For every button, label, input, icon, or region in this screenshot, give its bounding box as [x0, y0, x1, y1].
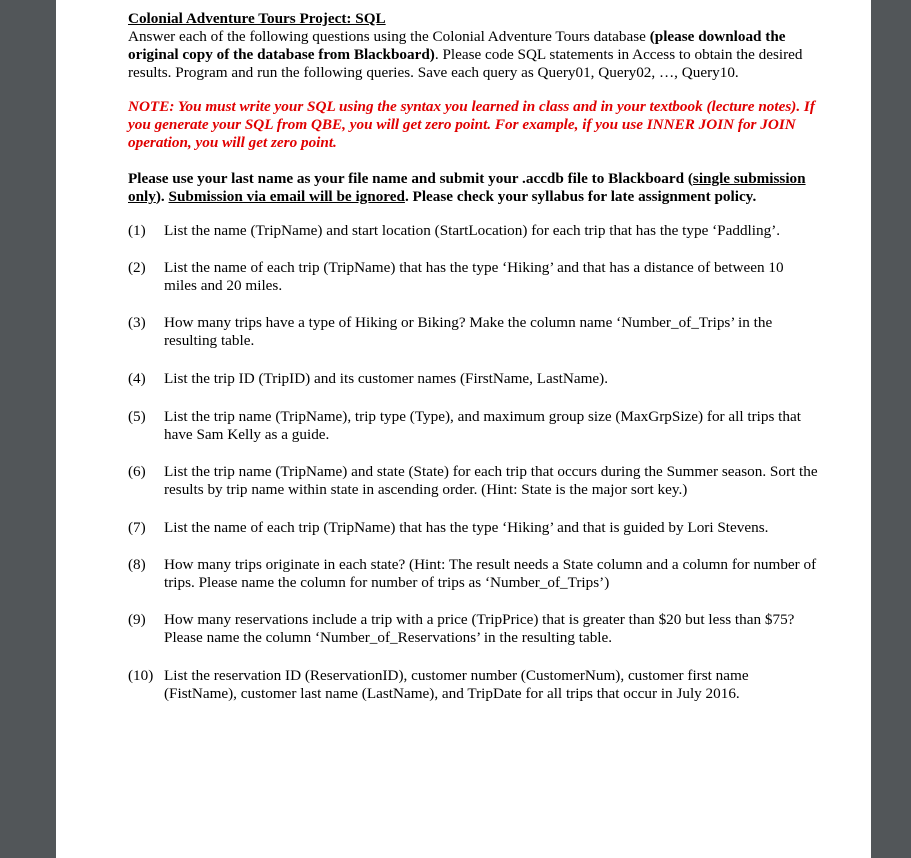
- question-number: (10): [128, 667, 154, 684]
- question-text: List the reservation ID (ReservationID), customer number (CustomerNum), customer first name (FistName), customer last name (LastName), and TripDate for all trips that occur in July 2016.: [164, 667, 749, 702]
- document-page: [56, 0, 871, 858]
- question-item: [128, 556, 818, 592]
- question-item: [128, 222, 818, 240]
- question-number: (1): [128, 222, 146, 239]
- question-list: [128, 222, 818, 703]
- page-content: [128, 10, 818, 703]
- submission-text-3: . Please check your syllabus for late assignment policy.: [404, 188, 757, 205]
- question-item: [128, 370, 818, 388]
- submission-underline-email: Submission via email will be ignored: [168, 188, 405, 205]
- question-text: List the trip name (TripName), trip type (Type), and maximum group size (MaxGrpSize) for all trips that have Sam Kelly as a guide.: [164, 408, 801, 443]
- submission-text: Please use your last name as your file name and submit your .accdb file to Blackboard (: [128, 170, 693, 187]
- question-number: (6): [128, 463, 146, 480]
- note-warning: NOTE: You must write your SQL using the syntax you learned in class and in your textbook (lecture notes). If you generate your SQL from QBE, you will get zero point. For example, if you use INNER JOIN for JOIN operation, you will get zero point.: [128, 98, 815, 151]
- question-item: [128, 408, 818, 444]
- question-text: List the trip ID (TripID) and its customer names (FirstName, LastName).: [164, 370, 609, 387]
- question-text: List the trip name (TripName) and state (State) for each trip that occurs during the Summer season. Sort the results by trip name within state in ascending order. (Hint: State is the major sort key.): [164, 463, 818, 498]
- question-text: List the name of each trip (TripName) that has the type ‘Hiking’ and that is guided by Lori Stevens.: [164, 519, 769, 536]
- question-item: [128, 314, 818, 350]
- question-number: (4): [128, 370, 146, 387]
- question-item: [128, 463, 818, 499]
- submission-text-2: ).: [155, 188, 169, 205]
- question-number: (3): [128, 314, 146, 331]
- question-item: [128, 611, 818, 647]
- question-item: [128, 667, 818, 703]
- intro-bold-text: (please download the original copy of the database from Blackboard): [128, 28, 786, 63]
- question-text: List the name (TripName) and start location (StartLocation) for each trip that has the type ‘Paddling’.: [164, 222, 781, 239]
- intro-text-continued: . Please code SQL statements in Access to obtain the desired results. Program and run the following queries. Save each query as Query01, Query02, …, Query10.: [128, 46, 803, 81]
- question-number: (5): [128, 408, 146, 425]
- question-item: [128, 519, 818, 537]
- question-text: How many trips have a type of Hiking or Biking? Make the column name ‘Number_of_Trips’ in the resulting table.: [164, 314, 773, 349]
- question-item: [128, 259, 818, 295]
- question-text: List the name of each trip (TripName) that has the type ‘Hiking’ and that has a distance of between 10 miles and 20 miles.: [164, 259, 784, 294]
- intro-paragraph: [128, 28, 818, 82]
- question-text: How many trips originate in each state? (Hint: The result needs a State column and a column for number of trips. Please name the column for number of trips as ‘Number_of_Trips’): [164, 556, 817, 591]
- question-number: (2): [128, 259, 146, 276]
- question-number: (9): [128, 611, 146, 628]
- document-title: Colonial Adventure Tours Project: SQL: [128, 10, 386, 27]
- question-number: (7): [128, 519, 146, 536]
- submission-underline-single: single submission only: [128, 170, 806, 205]
- submission-instructions: [128, 170, 818, 206]
- question-text: How many reservations include a trip with a price (TripPrice) that is greater than $20 but less than $75? Please name the column ‘Number_of_Reservations’ in the resulting table.: [164, 611, 795, 646]
- question-number: (8): [128, 556, 146, 573]
- intro-text: Answer each of the following questions using the Colonial Adventure Tours database: [128, 28, 650, 45]
